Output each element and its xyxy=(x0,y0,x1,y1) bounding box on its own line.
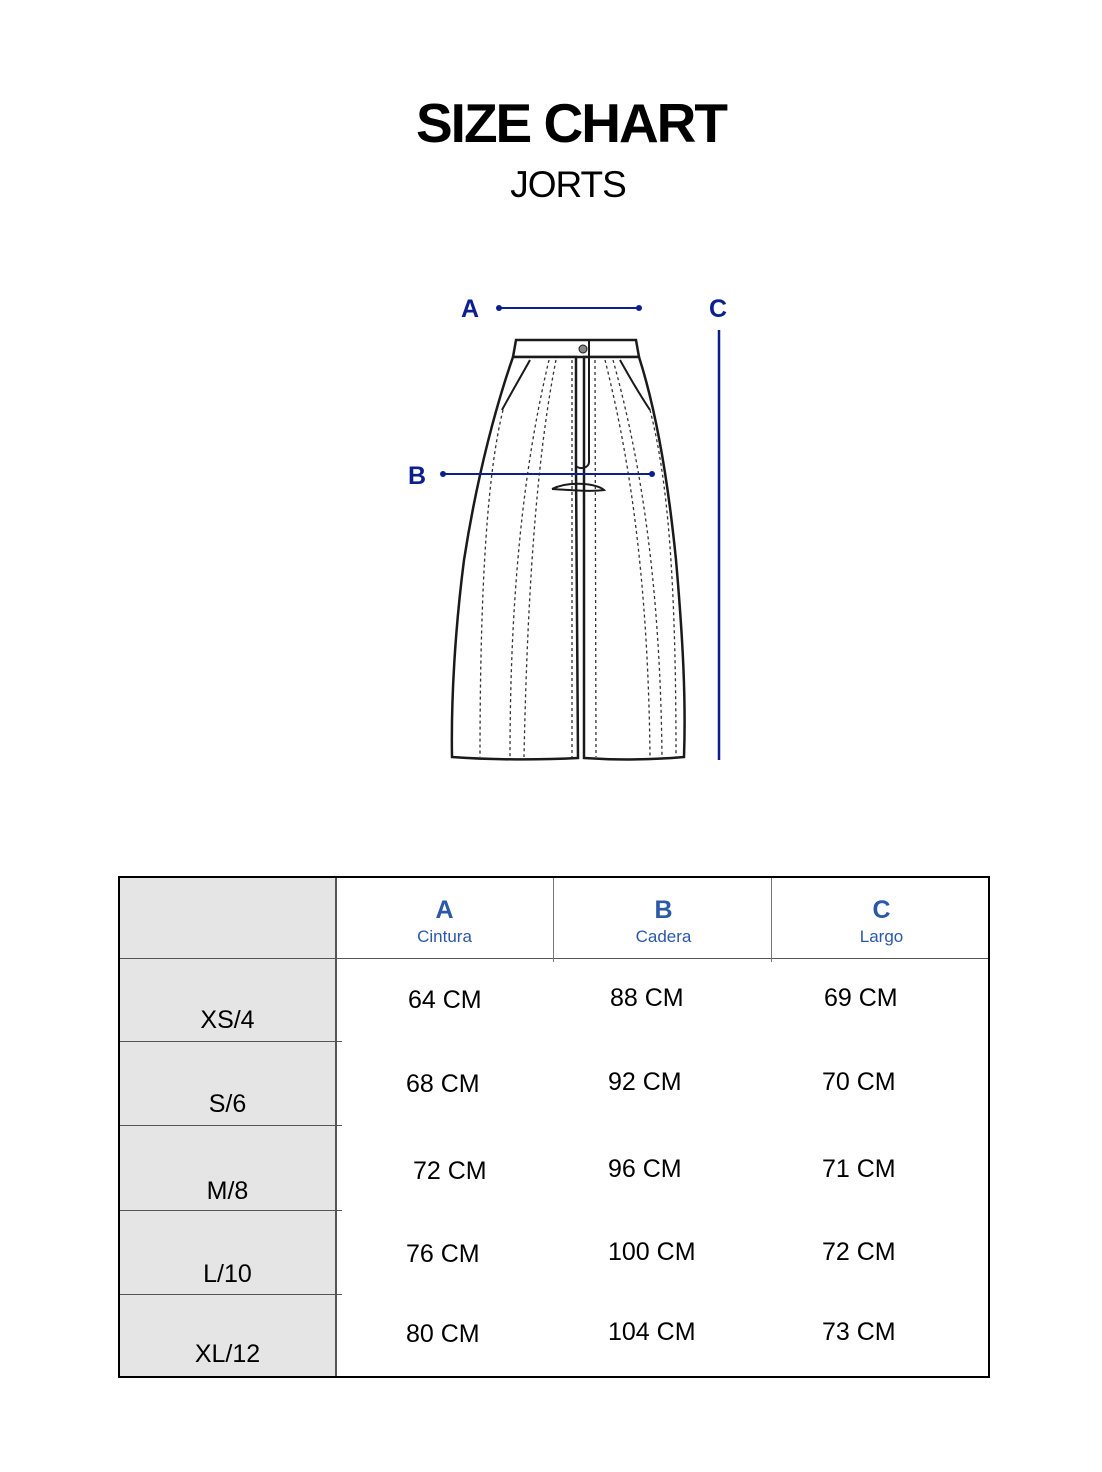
column-name: Cintura xyxy=(417,927,472,946)
cell-s-c: 70 CM xyxy=(822,1068,896,1096)
page-title: SIZE CHART xyxy=(416,92,726,154)
column-letter: B xyxy=(654,896,673,924)
column-name: Cadera xyxy=(635,927,692,946)
cell-xs-a: 64 CM xyxy=(408,986,482,1014)
size-label-xs: XS/4 xyxy=(200,1006,255,1034)
left-leg xyxy=(452,357,578,759)
cell-xs-b: 88 CM xyxy=(610,984,684,1012)
cell-s-a: 68 CM xyxy=(406,1070,480,1098)
size-label-l: L/10 xyxy=(203,1260,252,1288)
column-header-c xyxy=(772,898,991,947)
size-label-m: M/8 xyxy=(206,1177,249,1205)
cell-xl-b: 104 CM xyxy=(608,1318,696,1346)
marker-c-label: C xyxy=(709,295,728,323)
cell-m-c: 71 CM xyxy=(822,1155,896,1183)
marker-a-label: A xyxy=(461,295,480,323)
column-header-a xyxy=(335,898,554,947)
size-label-column xyxy=(120,878,337,1376)
right-leg xyxy=(584,357,685,759)
size-label-s: S/6 xyxy=(208,1090,247,1118)
cell-s-b: 92 CM xyxy=(608,1068,682,1096)
size-label-xl: XL/12 xyxy=(194,1340,261,1368)
cell-xl-a: 80 CM xyxy=(406,1320,480,1348)
cell-m-a: 72 CM xyxy=(413,1157,487,1185)
column-letter: A xyxy=(435,896,454,924)
cell-xl-c: 73 CM xyxy=(822,1318,896,1346)
button xyxy=(579,345,587,353)
cell-l-c: 72 CM xyxy=(822,1238,896,1266)
cell-m-b: 96 CM xyxy=(608,1155,682,1183)
cell-l-b: 100 CM xyxy=(608,1238,696,1266)
page-subtitle: JORTS xyxy=(510,164,626,205)
column-header-b xyxy=(554,898,773,947)
column-letter: C xyxy=(872,896,891,924)
cell-xs-c: 69 CM xyxy=(824,984,898,1012)
waistband xyxy=(513,340,639,357)
size-table xyxy=(118,876,990,1378)
marker-b-label: B xyxy=(408,462,427,490)
column-name: Largo xyxy=(859,927,904,946)
cell-l-a: 76 CM xyxy=(406,1240,480,1268)
